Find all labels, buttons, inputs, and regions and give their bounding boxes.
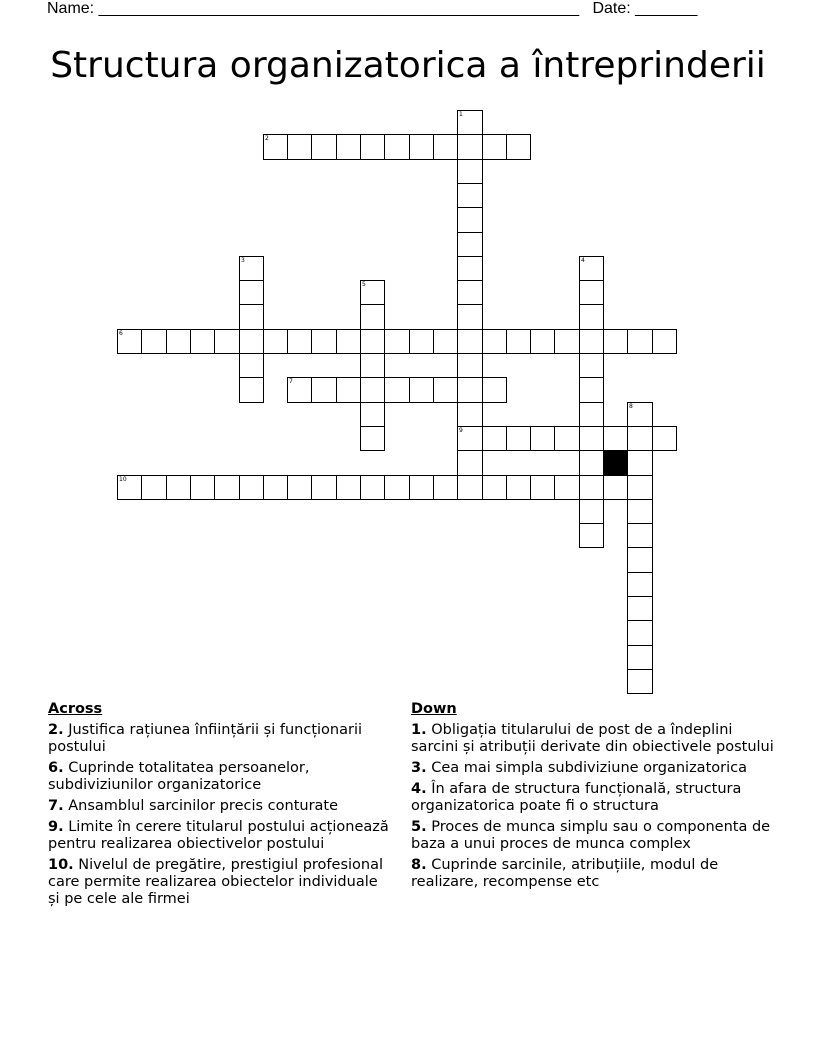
crossword-cell[interactable] [579, 377, 604, 403]
clue-across-10 [48, 857, 393, 908]
clue-across-2 [48, 722, 393, 756]
clue-text: Proces de munca simplu sau o componenta de baza a unui proces de munca complex [411, 819, 771, 852]
crossword-cell[interactable] [190, 329, 215, 354]
page-title: Structura organizatorica a întreprinderii [50, 45, 766, 86]
clue-text: Justifica rațiunea înființării și funcționarii postului [48, 722, 363, 755]
crossword-cell[interactable] [360, 475, 385, 500]
cell-number: 6 [119, 330, 123, 337]
crossword-cell[interactable] [360, 329, 385, 354]
crossword-cell[interactable] [627, 426, 653, 451]
crossword-cell[interactable] [409, 329, 434, 354]
cell-number: 4 [581, 257, 585, 264]
crossword-cell[interactable] [627, 547, 653, 573]
crossword-cell[interactable] [457, 304, 483, 330]
clue-text: Nivelul de pregătire, prestigiul profesional care permite realizarea obiectelor individuale și pe cele ale firmei [48, 857, 384, 907]
crossword-cell[interactable] [554, 426, 580, 451]
crossword-cell[interactable] [530, 329, 555, 354]
crossword-cell[interactable] [603, 475, 628, 500]
cell-number: 1 [459, 111, 463, 118]
name-blank: ______________________________________________________ [98, 0, 580, 17]
crossword-cell[interactable] [263, 475, 288, 500]
clue-text: Ansamblul sarcinilor precis conturate [68, 798, 339, 814]
crossword-cell[interactable] [433, 134, 458, 160]
crossword-cell[interactable] [336, 329, 361, 354]
crossword-cell[interactable] [117, 475, 142, 500]
crossword-cell[interactable] [627, 620, 653, 646]
crossword-cell[interactable] [627, 645, 653, 670]
crossword-cell[interactable] [239, 353, 264, 378]
crossword-cell[interactable] [579, 475, 604, 500]
crossword-cell[interactable] [506, 329, 531, 354]
crossword-cell[interactable] [239, 256, 264, 281]
clue-number: 3. [411, 760, 427, 776]
crossword-cell[interactable] [457, 450, 483, 476]
crossword-cell[interactable] [263, 329, 288, 354]
crossword-cell[interactable] [190, 475, 215, 500]
crossword-cell[interactable] [263, 134, 288, 160]
crossword-cell[interactable] [457, 426, 483, 451]
crossword-cell[interactable] [360, 353, 385, 378]
crossword-cell[interactable] [482, 329, 507, 354]
crossword-cell[interactable] [287, 475, 312, 500]
crossword-cell[interactable] [554, 329, 580, 354]
clue-across-6 [48, 760, 393, 794]
clue-number: 2. [48, 722, 64, 738]
cell-number: 9 [459, 427, 463, 434]
clue-down-1 [411, 722, 781, 756]
clue-text: Cuprinde totalitatea persoanelor, subdiviziunilor organizatorice [48, 760, 310, 793]
crossword-cell[interactable] [579, 499, 604, 524]
crossword-cell[interactable] [627, 572, 653, 597]
crossword-cell[interactable] [603, 426, 628, 451]
crossword-cell[interactable] [457, 475, 483, 500]
crossword-cell[interactable] [530, 426, 555, 451]
crossword-cell[interactable] [384, 475, 410, 500]
clue-down-5 [411, 819, 781, 853]
crossword-cell[interactable] [141, 475, 167, 500]
clue-number: 9. [48, 819, 64, 835]
crossword-cell[interactable] [627, 450, 653, 476]
name-label: Name: [47, 0, 95, 17]
crossword-cell[interactable] [166, 329, 191, 354]
crossword-cell[interactable] [506, 134, 531, 160]
crossword-cell[interactable] [336, 475, 361, 500]
clue-text: Cuprinde sarcinile, atribuțiile, modul de realizare, recompense etc [411, 857, 719, 890]
clue-number: 1. [411, 722, 427, 738]
cell-number: 8 [629, 403, 633, 410]
crossword-cell[interactable] [457, 402, 483, 427]
crossword-cell[interactable] [627, 402, 653, 427]
crossword-cell[interactable] [627, 596, 653, 621]
crossword-cell[interactable] [409, 475, 434, 500]
crossword-cell[interactable] [239, 280, 264, 305]
crossword-cell[interactable] [457, 256, 483, 281]
crossword-cell[interactable] [360, 280, 385, 305]
crossword-cell[interactable] [457, 207, 483, 233]
crossword-cell[interactable] [433, 329, 458, 354]
crossword-cell[interactable] [311, 329, 337, 354]
crossword-cell[interactable] [166, 475, 191, 500]
clue-number: 5. [411, 819, 427, 835]
date-blank: _______ [635, 0, 698, 17]
crossword-cell[interactable] [579, 304, 604, 330]
crossword-cell[interactable] [384, 377, 410, 403]
crossword-cell[interactable] [579, 353, 604, 378]
down-heading: Down [411, 701, 457, 717]
crossword-cell[interactable] [579, 523, 604, 548]
clue-across-9 [48, 819, 393, 853]
clue-number: 10. [48, 857, 74, 873]
crossword-cell[interactable] [579, 450, 604, 476]
clue-number: 4. [411, 781, 427, 797]
crossword-cell[interactable] [141, 329, 167, 354]
crossword-cell[interactable] [457, 329, 483, 354]
crossword-cell[interactable] [360, 377, 385, 403]
crossword-cell[interactable] [627, 329, 653, 354]
crossword-cell[interactable] [360, 134, 385, 160]
crossword-cell[interactable] [457, 377, 483, 403]
crossword-cell[interactable] [603, 329, 628, 354]
crossword-cell[interactable] [239, 475, 264, 500]
crossword-cell[interactable] [579, 256, 604, 281]
crossword-cell[interactable] [579, 329, 604, 354]
crossword-cell[interactable] [287, 134, 312, 160]
crossword-cell[interactable] [214, 329, 240, 354]
crossword-cell[interactable] [239, 377, 264, 403]
across-heading: Across [48, 701, 103, 717]
crossword-cell[interactable] [360, 304, 385, 330]
crossword-cell[interactable] [457, 110, 483, 135]
shaded-cell [603, 450, 628, 476]
crossword-cell[interactable] [360, 426, 385, 451]
cell-number: 3 [241, 257, 245, 264]
clue-down-4 [411, 781, 781, 815]
crossword-cell[interactable] [311, 377, 337, 403]
clue-text: Limite în cerere titularul postului acționează pentru realizarea obiectivelor postului [48, 819, 389, 852]
crossword-cell[interactable] [239, 329, 264, 354]
crossword-cell[interactable] [409, 377, 434, 403]
crossword-cell[interactable] [384, 329, 410, 354]
crossword-cell[interactable] [652, 426, 677, 451]
across-clues [48, 701, 393, 912]
clue-text: Obligația titularului de post de a îndeplini sarcini și atribuții derivate din obiectivele postului [411, 722, 774, 755]
down-clues [411, 701, 781, 895]
crossword-cell[interactable] [457, 280, 483, 305]
crossword-cell[interactable] [239, 304, 264, 330]
crossword-cell[interactable] [579, 280, 604, 305]
clue-number: 7. [48, 798, 64, 814]
crossword-cell[interactable] [311, 475, 337, 500]
clue-down-3 [411, 760, 781, 777]
clue-text: Cea mai simpla subdiviziune organizatorica [431, 760, 747, 776]
clue-across-7 [48, 798, 393, 815]
clue-text: În afara de structura funcțională, structura organizatorica poate fi o structura [411, 781, 742, 814]
crossword-cell[interactable] [627, 475, 653, 500]
cell-number: 10 [119, 476, 127, 483]
crossword-cell[interactable] [336, 377, 361, 403]
crossword-cell[interactable] [433, 475, 458, 500]
cell-number: 5 [362, 281, 366, 288]
crossword-cell[interactable] [579, 402, 604, 427]
crossword-cell[interactable] [482, 426, 507, 451]
crossword-cell[interactable] [433, 377, 458, 403]
cell-number: 2 [265, 135, 269, 142]
crossword-cell[interactable] [506, 426, 531, 451]
date-label: Date: [592, 0, 631, 17]
crossword-cell[interactable] [457, 134, 483, 160]
crossword-cell[interactable] [457, 159, 483, 184]
crossword-cell[interactable] [409, 134, 434, 160]
crossword-cell[interactable] [457, 232, 483, 257]
crossword-cell[interactable] [311, 134, 337, 160]
crossword-cell[interactable] [554, 475, 580, 500]
crossword-cell[interactable] [506, 475, 531, 500]
clue-number: 6. [48, 760, 64, 776]
crossword-cell[interactable] [336, 134, 361, 160]
crossword-cell[interactable] [482, 377, 507, 403]
clue-down-8 [411, 857, 781, 891]
crossword-cell[interactable] [627, 499, 653, 524]
crossword-cell[interactable] [627, 523, 653, 548]
crossword-cell[interactable] [530, 475, 555, 500]
crossword-cell[interactable] [287, 329, 312, 354]
crossword-cell[interactable] [579, 426, 604, 451]
crossword-cell[interactable] [482, 475, 507, 500]
crossword-cell[interactable] [457, 353, 483, 378]
clue-number: 8. [411, 857, 427, 873]
crossword-cell[interactable] [652, 329, 677, 354]
crossword-cell[interactable] [214, 475, 240, 500]
crossword-cell[interactable] [117, 329, 142, 354]
cell-number: 7 [289, 378, 293, 385]
crossword-cell[interactable] [457, 183, 483, 208]
crossword-cell[interactable] [627, 669, 653, 694]
crossword-cell[interactable] [287, 377, 312, 403]
crossword-cell[interactable] [482, 134, 507, 160]
crossword-cell[interactable] [384, 134, 410, 160]
crossword-cell[interactable] [360, 402, 385, 427]
